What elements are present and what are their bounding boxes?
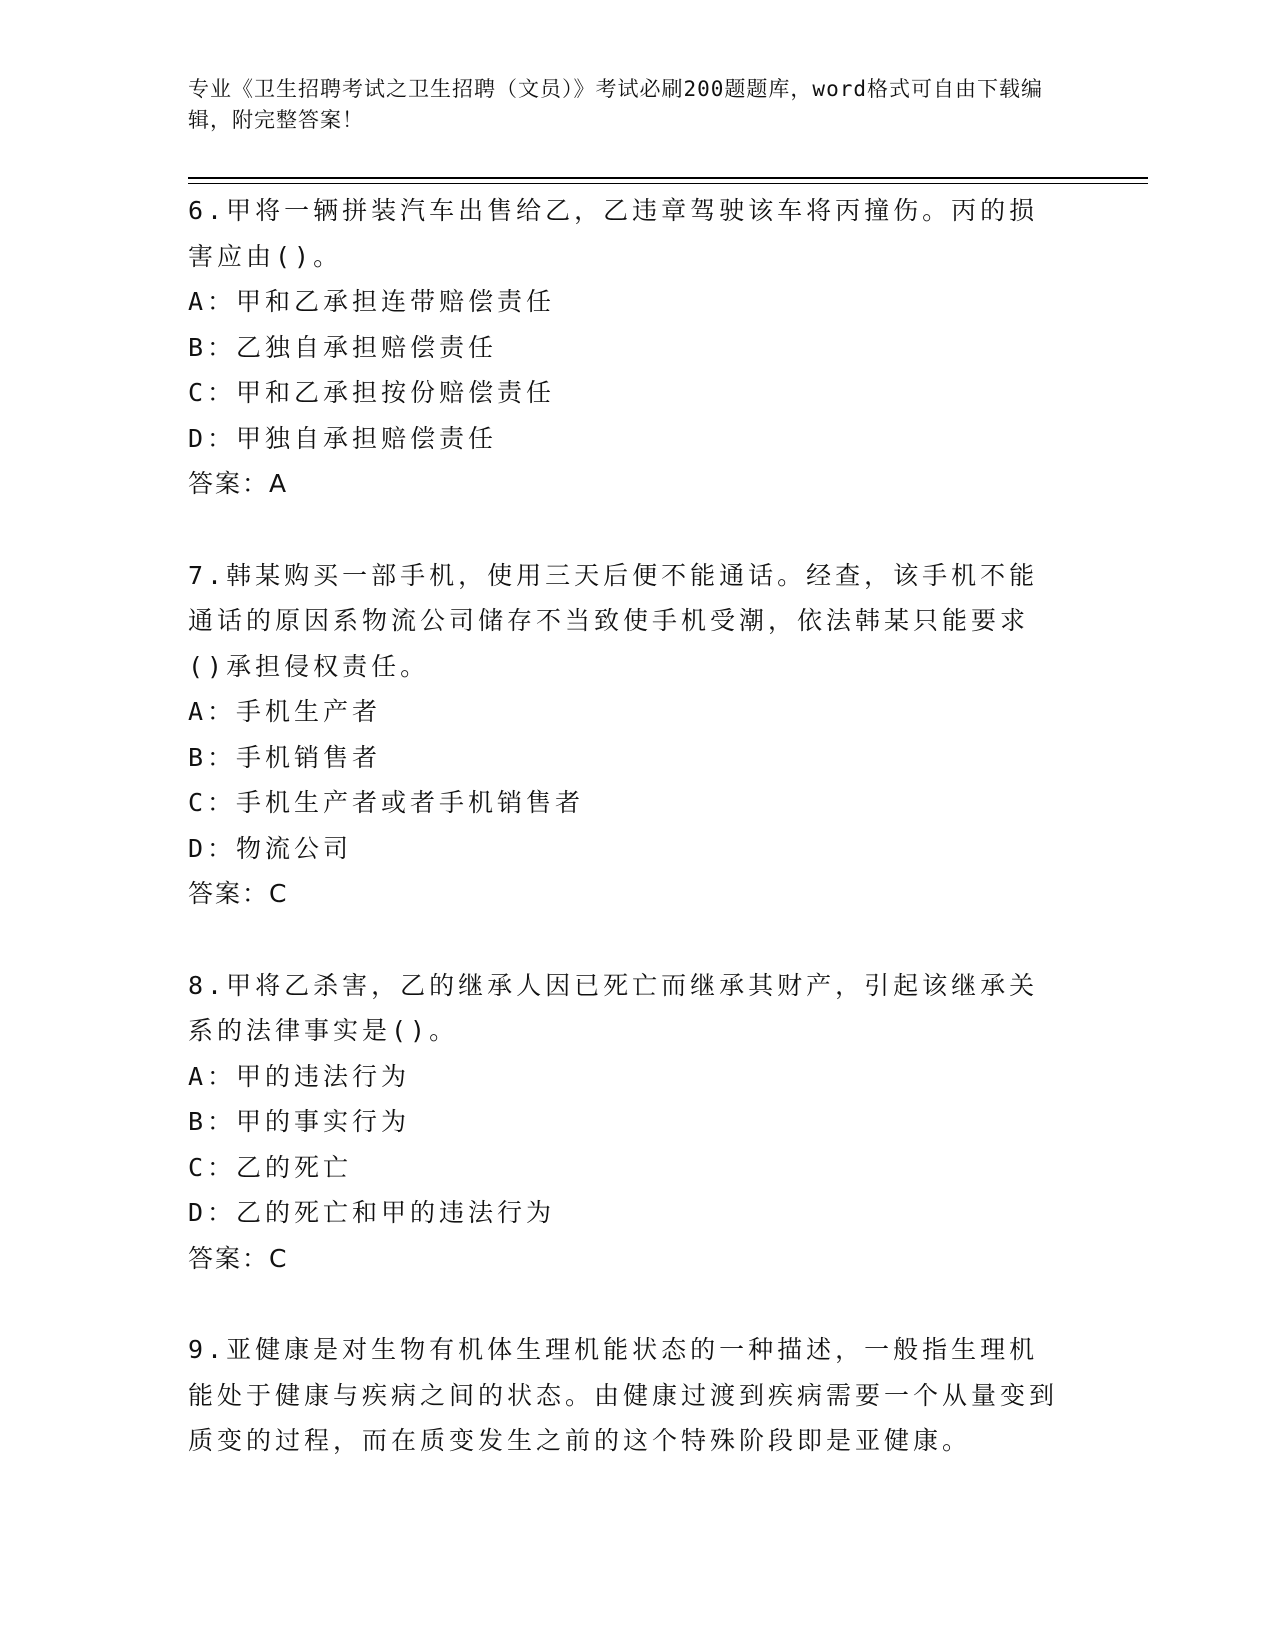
option-b: B：乙独自承担赔偿责任 [188,332,498,362]
question-text: 8.甲将乙杀害，乙的继承人因已死亡而继承其财产，引起该继承关系的法律事实是()。 [188,970,1039,1045]
option-d: D：乙的死亡和甲的违法行为 [188,1198,556,1227]
option-b: B：手机销售者 [188,742,382,772]
question-list [188,188,1058,1510]
answer-line: 答案：A [188,469,289,498]
document-header: 专业《卫生招聘考试之卫生招聘（文员）》考试必刷200题题库，word格式可自由下载编辑，附完整答案！ [188,77,1043,132]
question-8 [188,963,1058,1282]
option-c: C：乙的死亡 [188,1152,353,1182]
question-text: 9.亚健康是对生物有机体生理机能状态的一种描述，一般指生理机能处于健康与疾病之间的状态。由健康过渡到疾病需要一个从量变到质变的过程，而在质变发生之前的这个特殊阶段即是亚健康。 [188,1335,1059,1455]
option-b: B：甲的事实行为 [188,1107,411,1136]
question-7 [188,553,1058,917]
question-6 [188,188,1058,507]
option-c: C：手机生产者或者手机销售者 [188,788,585,817]
option-d: D：甲独自承担赔偿责任 [188,423,498,453]
option-a: A：手机生产者 [188,697,382,726]
option-a: A：甲的违法行为 [188,1061,411,1091]
option-d: D：物流公司 [188,833,353,863]
answer-line: 答案：C [188,1243,289,1273]
question-text: 6.甲将一辆拼装汽车出售给乙，乙违章驾驶该车将丙撞伤。丙的损害应由()。 [188,196,1039,271]
answer-line: 答案：C [188,879,289,908]
question-text: 7.韩某购买一部手机，使用三天后便不能通话。经查，该手机不能通话的原因系物流公司储存不当致使手机受潮，依法韩某只能要求()承担侵权责任。 [188,560,1039,681]
header-divider-thick [188,177,1148,179]
option-c: C：甲和乙承担按份赔偿责任 [188,378,556,407]
option-a: A：甲和乙承担连带赔偿责任 [188,287,556,316]
question-9 [188,1327,1058,1464]
header-divider-thin [188,183,1148,184]
